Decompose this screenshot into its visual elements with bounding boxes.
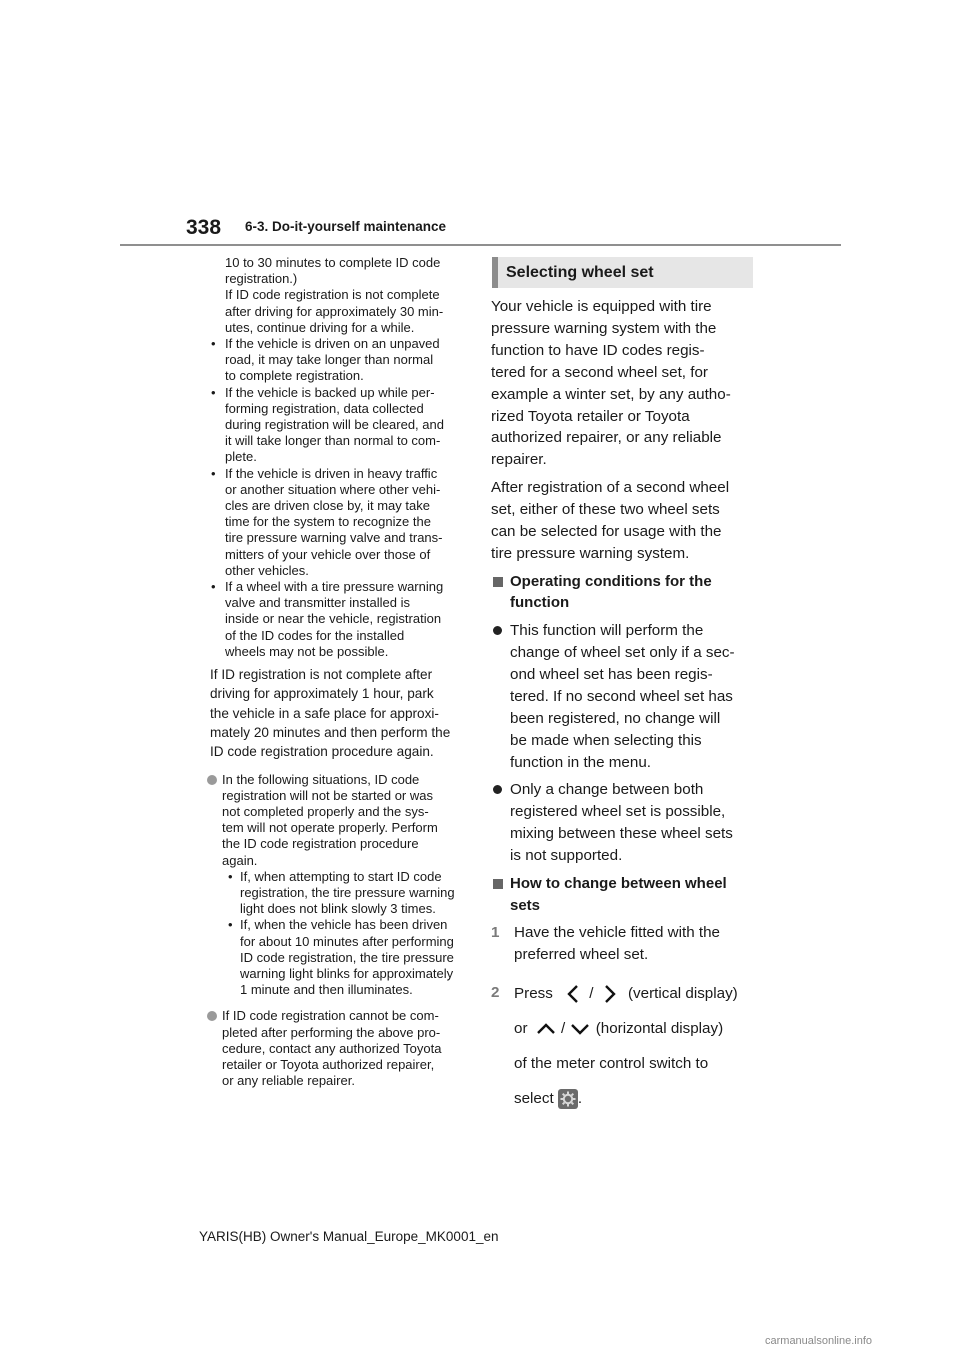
- chevron-down-icon: [569, 1018, 591, 1040]
- note-item: If ID code registration cannot be com- pleted after performing the above pro- cedure, contact any authorized Toyota retailer or Toyota authorized repairer, or any reliable repairer.: [203, 1008, 471, 1089]
- bullet-dot: [493, 626, 502, 635]
- press-line: Press / (vertical display): [514, 982, 753, 1005]
- section-heading: Selecting wheel set: [492, 257, 753, 288]
- bullet-dot: •: [211, 336, 216, 352]
- step-number: 1: [491, 924, 500, 942]
- chevron-up-icon: [535, 1018, 557, 1040]
- chevron-left-icon: [563, 983, 585, 1005]
- continued-text: 10 to 30 minutes to complete ID code registration.) If ID code registration is not complete after driving for approximately 30 min- utes, continue driving for a while.: [225, 255, 444, 335]
- list-item: • If a wheel with a tire pressure warning valve and transmitter installed is inside or near the vehicle, registration of the ID codes for the installed wheels may not be possible.: [211, 579, 444, 659]
- step-2: [491, 982, 753, 1110]
- bullet-dot: •: [211, 579, 216, 595]
- list-item: • If, when attempting to start ID code registration, the tire pressure warning light does not blink slowly 3 times.: [228, 868, 455, 917]
- list-item: • If the vehicle is backed up while per- forming registration, data collected during registration will be cleared, and it will take longer than normal to com- plete.: [211, 384, 444, 465]
- chevron-right-icon: [598, 983, 620, 1005]
- section-title: 6-3. Do-it-yourself maintenance: [245, 219, 447, 234]
- list-item: Only a change between both registered wheel set is possible, mixing between these wheel sets is not supported.: [491, 779, 753, 867]
- footer-text: YARIS(HB) Owner's Manual_Europe_MK0001_en: [199, 1229, 499, 1244]
- watermark: carmanualsonline.info: [765, 1335, 873, 1347]
- page-number: 338: [186, 216, 222, 239]
- select-line: select .: [514, 1090, 583, 1108]
- square-bullet-icon: [493, 577, 503, 587]
- subheading-how-to-change: How to change between wheel sets: [491, 873, 753, 916]
- note-item: In the following situations, ID code registration will not be started or was not completed properly and the sys- tem will not operate properly. Perform the ID code registration procedure again. • If, when attempting to start ID code registration, the tire pressure warning light does not blink slowly 3 times. • If, when the vehicle has been driven for about 10 minutes after performing ID code registration, the tire pressure warning light blinks for approximately 1 minute and then illuminates.: [203, 772, 471, 999]
- bullet-dot: •: [228, 868, 233, 884]
- list-item: • If the vehicle is driven on an unpaved road, it may take longer than normal to complete registration.: [211, 336, 440, 384]
- bullet-dot: •: [228, 917, 233, 933]
- step-number: 2: [491, 984, 500, 1002]
- right-column: [491, 257, 753, 1122]
- header-divider: [120, 244, 841, 246]
- list-item: • If, when the vehicle has been driven for about 10 minutes after performing ID code registration, the tire pressure warning light blinks for approximately 1 minute and then illuminates.: [228, 917, 454, 998]
- left-column: [203, 255, 471, 1089]
- bullet-dot: •: [211, 465, 216, 481]
- note-circle-icon: [207, 775, 217, 785]
- bullet-dot: •: [211, 384, 216, 400]
- second-paragraph: After registration of a second wheel set, either of these two wheel sets can be selected for usage with the tire pressure warning system.: [491, 479, 730, 562]
- note-circle-icon: [207, 1011, 217, 1021]
- subheading-operating-conditions: Operating conditions for the function: [491, 571, 753, 614]
- meter-line: of the meter control switch to: [514, 1055, 709, 1073]
- or-line: or / (horizontal display): [514, 1017, 753, 1040]
- list-item: This function will perform the change of wheel set only if a sec- ond wheel set has been regis- tered. If no second wheel set has been registered, no change will be made when selecting this function in the menu.: [491, 620, 753, 773]
- list-item: • If the vehicle is driven in heavy traffic or another situation where other vehi- cles are driven close by, it may take time for the system to recognize the tire pressure warning valve and trans- mitters of your vehicle over those of other vehicles.: [211, 465, 443, 578]
- intro-paragraph: Your vehicle is equipped with tire pressure warning system with the function to have ID codes regis- tered for a second wheel set, for example a winter set, by any autho- rized Toyota retailer or Toyota authorized repairer, or any reliable repairer.: [491, 298, 731, 469]
- square-bullet-icon: [493, 879, 503, 889]
- step-1: 1 Have the vehicle fitted with the preferred wheel set.: [491, 924, 720, 964]
- bullet-dot: [493, 785, 502, 794]
- registration-paragraph: If ID registration is not complete after driving for approximately 1 hour, park the vehicle in a safe place for approxi- mately 20 minutes and then perform the ID code registration procedure again.: [210, 667, 451, 760]
- gear-icon: [558, 1089, 578, 1109]
